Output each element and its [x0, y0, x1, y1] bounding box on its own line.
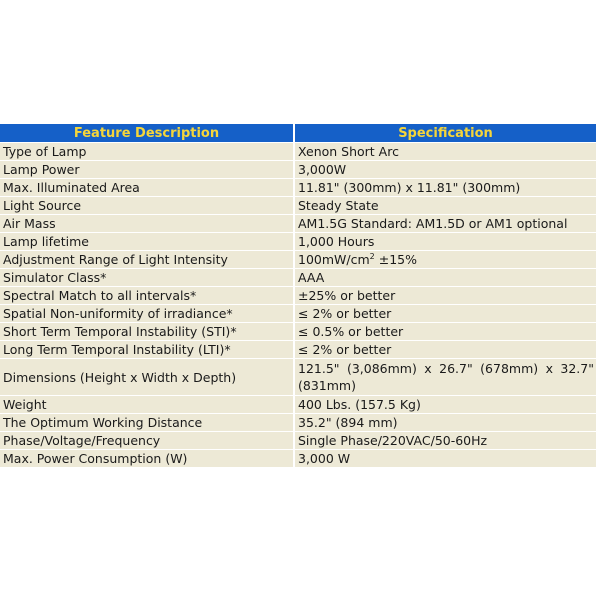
spec-cell: AAA	[294, 269, 596, 287]
table-row	[0, 143, 596, 161]
feature-cell: Adjustment Range of Light Intensity	[0, 251, 294, 269]
table-row	[0, 341, 596, 359]
spec-cell: ≤ 0.5% or better	[294, 323, 596, 341]
table-row	[0, 215, 596, 233]
table-row	[0, 305, 596, 323]
spec-cell: ±25% or better	[294, 287, 596, 305]
feature-cell: Light Source	[0, 197, 294, 215]
table-row	[0, 251, 596, 269]
table-row	[0, 287, 596, 305]
spec-superscript: 2	[369, 251, 375, 261]
feature-cell: The Optimum Working Distance	[0, 414, 294, 432]
table-row	[0, 197, 596, 215]
spec-cell: 35.2" (894 mm)	[294, 414, 596, 432]
spec-cell: Single Phase/220VAC/50-60Hz	[294, 432, 596, 450]
spec-tolerance: ±15%	[374, 252, 417, 267]
table-row	[0, 396, 596, 414]
spec-cell: ≤ 2% or better	[294, 341, 596, 359]
specification-header: Specification	[294, 124, 596, 143]
feature-cell: Spectral Match to all intervals*	[0, 287, 294, 305]
table-row	[0, 432, 596, 450]
feature-cell: Short Term Temporal Instability (STI)*	[0, 323, 294, 341]
feature-cell: Weight	[0, 396, 294, 414]
spec-cell: Steady State	[294, 197, 596, 215]
spec-cell: 11.81" (300mm) x 11.81" (300mm)	[294, 179, 596, 197]
spec-table	[0, 124, 596, 468]
spec-cell: 1,000 Hours	[294, 233, 596, 251]
feature-cell: Long Term Temporal Instability (LTI)*	[0, 341, 294, 359]
feature-cell: Type of Lamp	[0, 143, 294, 161]
table-row	[0, 179, 596, 197]
feature-cell: Spatial Non-uniformity of irradiance*	[0, 305, 294, 323]
feature-cell: Lamp Power	[0, 161, 294, 179]
feature-cell: Dimensions (Height x Width x Depth)	[0, 359, 294, 396]
spec-cell: 3,000 W	[294, 450, 596, 468]
feature-cell: Max. Illuminated Area	[0, 179, 294, 197]
table-row	[0, 323, 596, 341]
spec-cell: 400 Lbs. (157.5 Kg)	[294, 396, 596, 414]
feature-cell: Phase/Voltage/Frequency	[0, 432, 294, 450]
feature-cell: Max. Power Consumption (W)	[0, 450, 294, 468]
feature-description-header: Feature Description	[0, 124, 294, 143]
feature-cell: Air Mass	[0, 215, 294, 233]
table-row	[0, 450, 596, 468]
table-row	[0, 359, 596, 396]
spec-cell: 121.5" (3,086mm) x 26.7" (678mm) x 32.7" (831mm)	[294, 359, 596, 396]
table-row	[0, 233, 596, 251]
spec-value: 100mW/cm	[298, 252, 370, 267]
header-row	[0, 124, 596, 143]
spec-sheet	[0, 124, 596, 476]
feature-cell: Simulator Class*	[0, 269, 294, 287]
spec-cell: Xenon Short Arc	[294, 143, 596, 161]
table-row	[0, 269, 596, 287]
spec-cell: ≤ 2% or better	[294, 305, 596, 323]
spec-cell	[294, 251, 596, 269]
table-row	[0, 161, 596, 179]
feature-cell: Lamp lifetime	[0, 233, 294, 251]
spec-cell: AM1.5G Standard: AM1.5D or AM1 optional	[294, 215, 596, 233]
table-row	[0, 414, 596, 432]
spec-cell: 3,000W	[294, 161, 596, 179]
